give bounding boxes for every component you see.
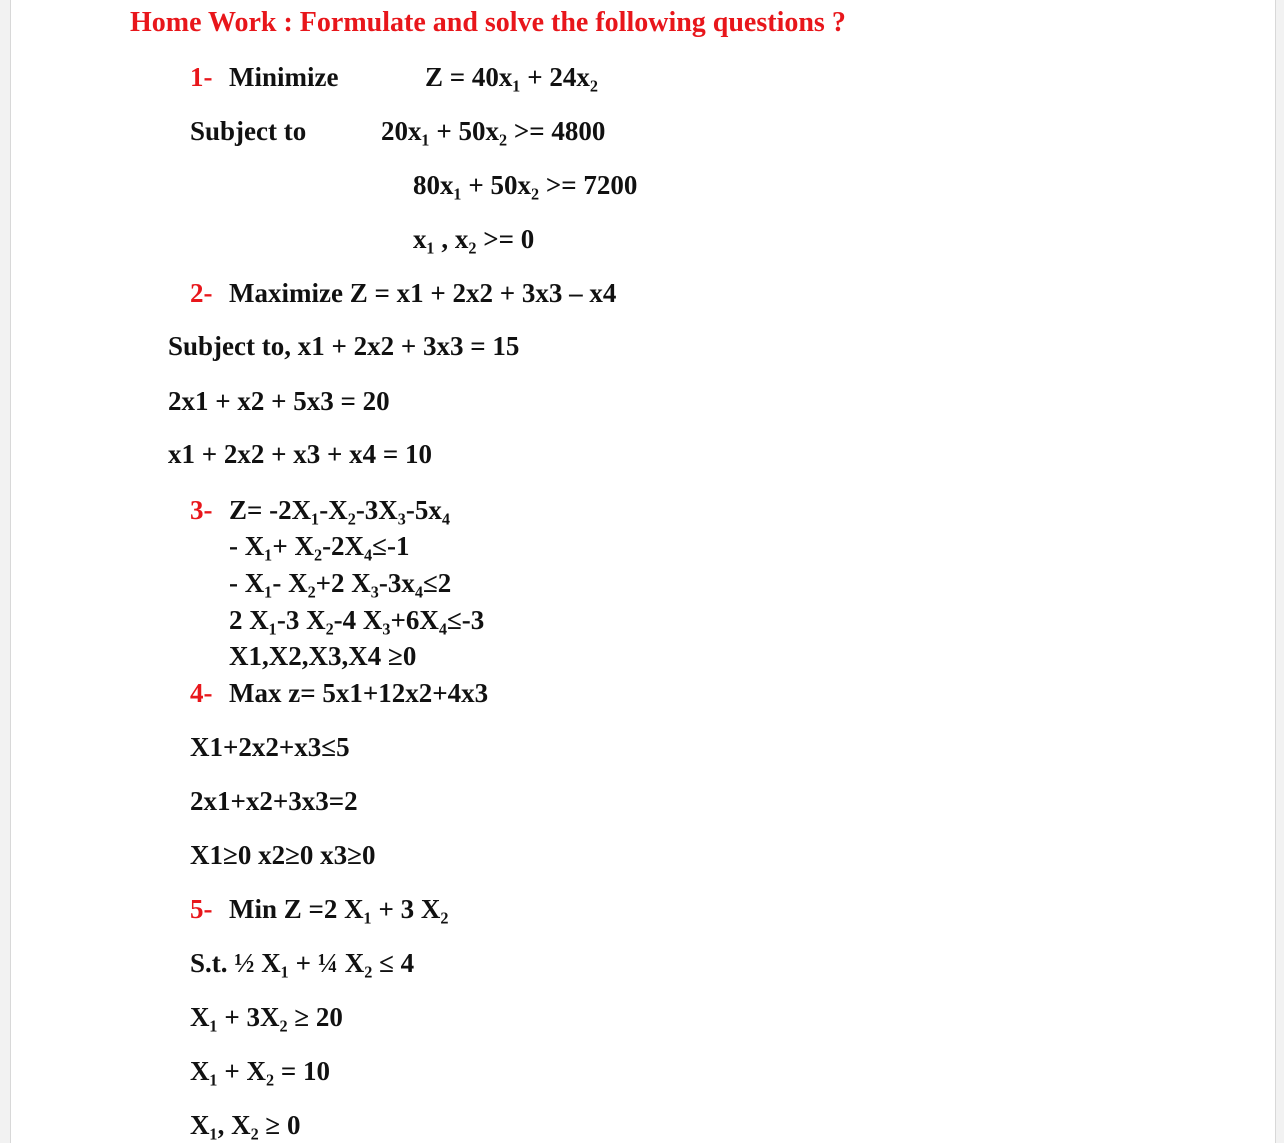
q2-constraint-1: Subject to, x1 + 2x2 + 3x3 = 15	[168, 331, 520, 361]
q3-number: 3-	[190, 495, 213, 525]
q5-constraint-3: X₁ + X₂ = 10	[190, 1056, 330, 1086]
q4-constraint-3: X1≥0 x2≥0 x3≥0	[190, 840, 376, 870]
q2-constraint-3: x1 + 2x2 + x3 + x4 = 10	[168, 439, 433, 469]
q3-constraint-2: - X₁- X₂+2 X₃-3x₄≤2	[229, 568, 452, 598]
q5-constraint-4: X₁, X₂ ≥ 0	[190, 1110, 301, 1140]
document-title: Home Work : Formulate and solve the following questions ?	[130, 7, 846, 38]
q5-constraint-1: S.t. ½ X₁ + ¼ X₂ ≤ 4	[190, 948, 415, 978]
q3-constraint-4: X1,X2,X3,X4 ≥0	[229, 641, 417, 671]
q3-constraint-3: 2 X₁-3 X₂-4 X₃+6X₄≤-3	[229, 605, 485, 635]
q4-constraint-1: X1+2x2+x3≤5	[190, 732, 350, 762]
document-page	[10, 0, 1276, 1143]
q2-number: 2-	[190, 278, 213, 308]
q1-label: Minimize	[229, 62, 339, 92]
q2-objective: Maximize Z = x1 + 2x2 + 3x3 – x4	[229, 278, 617, 308]
q5-number: 5-	[190, 894, 213, 924]
q3-objective: Z= -2X₁-X₂-3X₃-5x₄	[229, 495, 450, 525]
q5-constraint-2: X₁ + 3X₂ ≥ 20	[190, 1002, 343, 1032]
q5-objective: Min Z =2 X₁ + 3 X₂	[229, 894, 449, 924]
q4-objective: Max z= 5x1+12x2+4x3	[229, 678, 489, 708]
q1-objective: Z = 40x₁ + 24x₂	[425, 62, 598, 92]
q4-constraint-2: 2x1+x2+3x3=2	[190, 786, 358, 816]
q1-subject-label: Subject to	[190, 116, 307, 146]
q1-constraint-2: 80x₁ + 50x₂ >= 7200	[413, 170, 638, 200]
q1-constraint-3: x₁ , x₂ >= 0	[413, 224, 535, 254]
q1-constraint-1: 20x₁ + 50x₂ >= 4800	[381, 116, 606, 146]
q3-constraint-1: - X₁+ X₂-2X₄≤-1	[229, 531, 410, 561]
q4-number: 4-	[190, 678, 213, 708]
q1-number: 1-	[190, 62, 213, 92]
q2-constraint-2: 2x1 + x2 + 5x3 = 20	[168, 386, 390, 416]
